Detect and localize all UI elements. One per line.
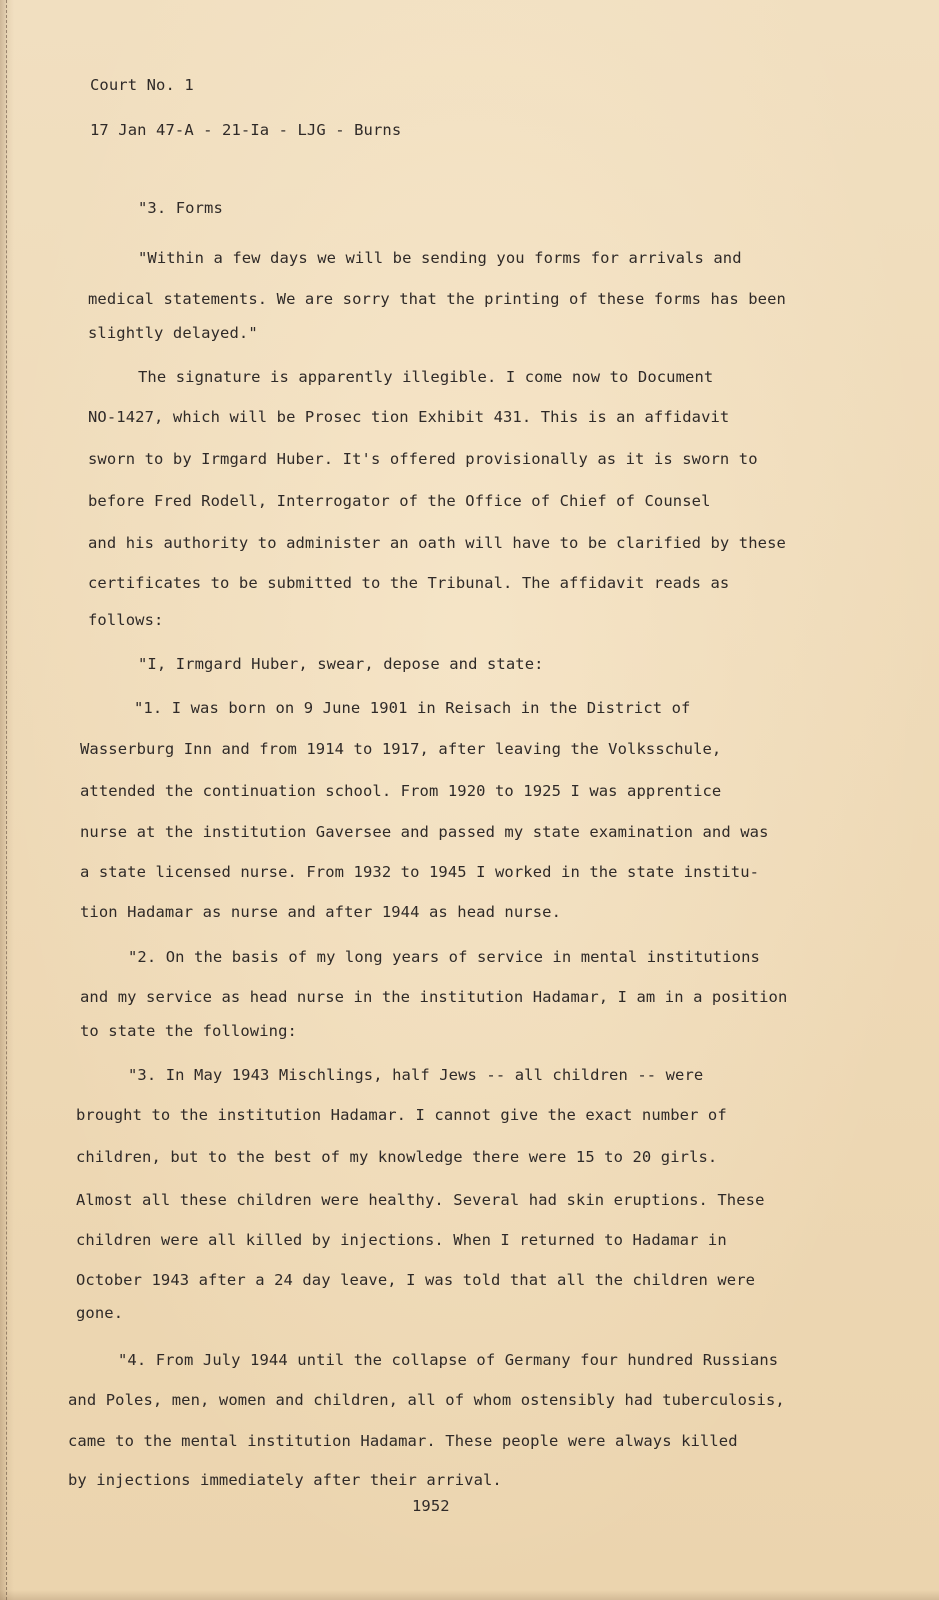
body-line: children, but to the best of my knowledge there were 15 to 20 girls. [76, 1148, 718, 1166]
body-line: and my service as head nurse in the institution Hadamar, I am in a position [80, 988, 788, 1006]
body-line: Almost all these children were healthy. Several had skin eruptions. These [76, 1191, 765, 1209]
paper-bottom-edge [0, 1590, 939, 1600]
body-line: "1. I was born on 9 June 1901 in Reisach in the District of [134, 699, 691, 717]
body-line: NO-1427, which will be Prosec tion Exhibit 431. This is an affidavit [88, 408, 730, 426]
body-line: sworn to by Irmgard Huber. It's offered provisionally as it is sworn to [88, 450, 758, 468]
body-line: follows: [88, 611, 164, 629]
body-line: before Fred Rodell, Interrogator of the Office of Chief of Counsel [88, 492, 711, 510]
paper-crease [6, 0, 8, 1600]
body-line: certificates to be submitted to the Tribunal. The affidavit reads as [88, 574, 730, 592]
body-line: and his authority to administer an oath will have to be clarified by these [88, 534, 786, 552]
body-line: medical statements. We are sorry that the printing of these forms has been [88, 290, 786, 308]
page-number: 1952 [412, 1497, 450, 1515]
body-line: a state licensed nurse. From 1932 to 1945 I worked in the state institu- [80, 863, 760, 881]
body-line: "Within a few days we will be sending you forms for arrivals and [138, 249, 742, 267]
body-line: "2. On the basis of my long years of service in mental institutions [128, 948, 760, 966]
body-line: to state the following: [80, 1022, 297, 1040]
body-line: tion Hadamar as nurse and after 1944 as head nurse. [80, 903, 562, 921]
body-line: "4. From July 1944 until the collapse of Germany four hundred Russians [118, 1351, 779, 1369]
body-line: "3. Forms [138, 199, 223, 217]
body-line: brought to the institution Hadamar. I cannot give the exact number of [76, 1106, 727, 1124]
court-number: Court No. 1 [90, 76, 194, 94]
body-line: The signature is apparently illegible. I come now to Document [138, 368, 714, 386]
body-line: and Poles, men, women and children, all of whom ostensibly had tuberculosis, [68, 1391, 785, 1409]
session-reference: 17 Jan 47-A - 21-Ia - LJG - Burns [90, 121, 402, 139]
body-line: October 1943 after a 24 day leave, I was told that all the children were [76, 1271, 756, 1289]
body-line: slightly delayed." [88, 324, 258, 342]
body-line: gone. [76, 1304, 124, 1322]
body-line: by injections immediately after their arrival. [68, 1471, 502, 1489]
body-line: attended the continuation school. From 1920 to 1925 I was apprentice [80, 782, 722, 800]
body-line: Wasserburg Inn and from 1914 to 1917, after leaving the Volksschule, [80, 740, 722, 758]
body-line: nurse at the institution Gaversee and passed my state examination and was [80, 823, 769, 841]
body-line: "I, Irmgard Huber, swear, depose and state: [138, 655, 544, 673]
body-line: children were all killed by injections. When I returned to Hadamar in [76, 1231, 727, 1249]
body-line: came to the mental institution Hadamar. These people were always killed [68, 1432, 738, 1450]
body-line: "3. In May 1943 Mischlings, half Jews -- all children -- were [128, 1066, 704, 1084]
paper-left-edge [0, 0, 14, 1600]
